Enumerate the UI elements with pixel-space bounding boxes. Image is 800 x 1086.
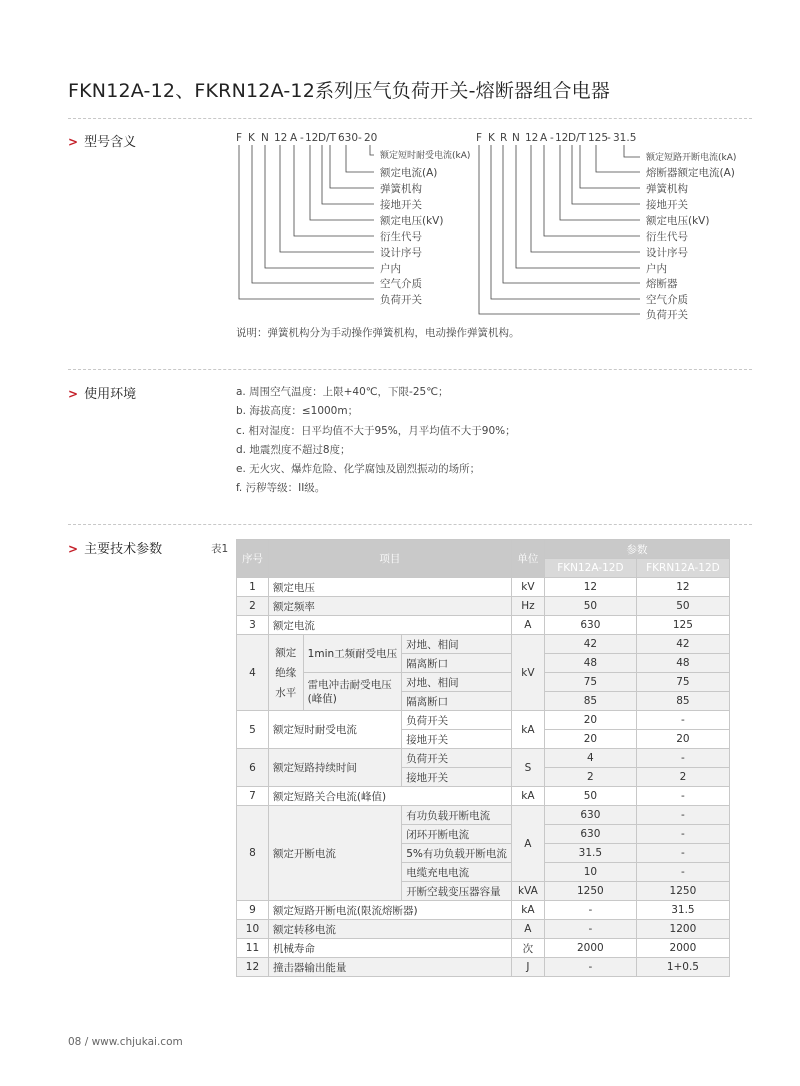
cell-value: - xyxy=(544,958,636,977)
cell-no: 8 xyxy=(237,806,269,901)
cell-value: 75 xyxy=(544,673,636,692)
cell-detail: 电缆充电电流 xyxy=(402,863,512,882)
table-row xyxy=(237,939,730,958)
model1-code-char: - xyxy=(358,132,362,144)
cell-no: 1 xyxy=(237,578,269,597)
model1-code-char: A xyxy=(290,132,298,144)
cell-detail: 负荷开关 xyxy=(402,711,512,730)
environment-item: c. 相对湿度：日平均值不大于95%，月平均值不大于90%； xyxy=(236,424,516,437)
model1-label: 额定短时耐受电流(kA) xyxy=(380,151,471,161)
model1-label: 额定电流(A) xyxy=(380,167,438,179)
cell-item-part: 绝缘 xyxy=(275,666,297,679)
model-note: 说明：弹簧机构分为手动操作弹簧机构，电动操作弹簧机构。 xyxy=(236,327,520,339)
table-row xyxy=(237,711,730,730)
cell-value: 75 xyxy=(636,673,729,692)
table-row xyxy=(237,616,730,635)
cell-value: 1250 xyxy=(544,882,636,901)
cell-value: - xyxy=(636,711,729,730)
model1-label: 弹簧机构 xyxy=(380,183,422,195)
cell-item-part: 水平 xyxy=(275,686,297,699)
model2-label: 负荷开关 xyxy=(646,309,688,321)
cell-value: 48 xyxy=(636,654,729,673)
cell-value: 12 xyxy=(636,578,729,597)
cell-value: 1+0.5 xyxy=(636,958,729,977)
cell-item: 额定开断电流 xyxy=(268,806,401,901)
cell-item: 额定短路持续时间 xyxy=(268,749,401,787)
cell-unit: A xyxy=(511,806,544,882)
section-params-heading xyxy=(68,538,162,557)
cell-value: 42 xyxy=(544,635,636,654)
cell-detail: 对地、相间 xyxy=(402,673,512,692)
environment-item: f. 污秽等级：II级。 xyxy=(236,482,326,495)
header-no: 序号 xyxy=(237,540,269,578)
model1-label: 户内 xyxy=(380,263,401,275)
cell-value: - xyxy=(636,844,729,863)
table-row xyxy=(237,749,730,768)
page-footer: 08 / www.chjukai.com xyxy=(68,1036,183,1048)
cell-item: 额定转移电流 xyxy=(268,920,511,939)
cell-item: 额定电流 xyxy=(268,616,511,635)
cell-detail: 开断空载变压器容量 xyxy=(402,882,512,901)
cell-no: 7 xyxy=(237,787,269,806)
model2-code-char: 12 xyxy=(525,132,539,144)
model1-code-char: 630 xyxy=(338,132,359,144)
cell-no: 4 xyxy=(237,635,269,711)
cell-no: 3 xyxy=(237,616,269,635)
section-divider xyxy=(68,369,752,370)
model1-label: 额定电压(kV) xyxy=(380,215,444,227)
cell-value: - xyxy=(636,749,729,768)
model1-label: 衍生代号 xyxy=(380,231,422,243)
table-label: 表1 xyxy=(211,543,229,555)
cell-value: 50 xyxy=(636,597,729,616)
cell-value: 630 xyxy=(544,825,636,844)
section-model-heading xyxy=(68,131,136,150)
cell-value: 85 xyxy=(544,692,636,711)
model2-label: 熔断器 xyxy=(646,278,678,290)
section-divider xyxy=(68,524,752,525)
model-code-diagram-2 xyxy=(474,128,744,328)
model1-code-char: 20 xyxy=(364,132,378,144)
cell-value: 125 xyxy=(636,616,729,635)
cell-unit: S xyxy=(511,749,544,787)
header-model-1: FKN12A-12D xyxy=(544,559,636,578)
cell-value: 42 xyxy=(636,635,729,654)
model2-code-char: 12 xyxy=(555,132,569,144)
environment-list xyxy=(236,383,516,499)
cell-value: 50 xyxy=(544,787,636,806)
model2-code-char: 31.5 xyxy=(613,132,637,144)
table-row xyxy=(237,806,730,825)
chevron-right-icon: > xyxy=(68,135,79,149)
cell-value: - xyxy=(636,863,729,882)
cell-value: 85 xyxy=(636,692,729,711)
header-model-2: FKRN12A-12D xyxy=(636,559,729,578)
cell-value: 2000 xyxy=(544,939,636,958)
table-row xyxy=(237,578,730,597)
model1-code-char: - xyxy=(300,132,304,144)
table-row xyxy=(237,958,730,977)
section-env-title: 使用环境 xyxy=(84,387,137,402)
cell-detail: 隔离断口 xyxy=(402,654,512,673)
model2-label: 熔断器额定电流(A) xyxy=(646,167,735,179)
model2-label: 弹簧机构 xyxy=(646,183,688,195)
model2-label: 额定短路开断电流(kA) xyxy=(646,153,737,163)
model2-code-char: D/T xyxy=(568,132,587,144)
model2-label: 额定电压(kV) xyxy=(646,215,710,227)
model2-code-char: - xyxy=(607,132,611,144)
cell-value: 31.5 xyxy=(544,844,636,863)
header-params: 参数 xyxy=(544,540,729,559)
cell-value: 1200 xyxy=(636,920,729,939)
cell-subitem xyxy=(303,673,402,711)
cell-unit: kA xyxy=(511,711,544,749)
model1-code xyxy=(236,132,377,144)
cell-value: 1250 xyxy=(636,882,729,901)
table-row xyxy=(237,635,730,654)
cell-value: 10 xyxy=(544,863,636,882)
cell-value: 2 xyxy=(544,768,636,787)
cell-value: 2 xyxy=(636,768,729,787)
cell-item: 额定频率 xyxy=(268,597,511,616)
section-params-title: 主要技术参数 xyxy=(84,542,163,557)
model-code-diagram-1 xyxy=(234,128,474,318)
cell-unit: A xyxy=(511,616,544,635)
cell-value: 4 xyxy=(544,749,636,768)
cell-unit: kA xyxy=(511,787,544,806)
cell-no: 5 xyxy=(237,711,269,749)
cell-unit: Hz xyxy=(511,597,544,616)
chevron-right-icon: > xyxy=(68,387,79,401)
cell-value: 630 xyxy=(544,806,636,825)
cell-value: 12 xyxy=(544,578,636,597)
cell-subitem-part: 雷电冲击耐受电压 xyxy=(307,678,392,691)
cell-value: - xyxy=(544,920,636,939)
table-row xyxy=(237,673,730,692)
model2-code-char: F xyxy=(476,132,483,144)
cell-item-part: 额定 xyxy=(275,646,297,659)
cell-detail: 有功负载开断电流 xyxy=(402,806,512,825)
environment-item: b. 海拔高度：≤1000m； xyxy=(236,405,359,418)
cell-subitem-part: (峰值) xyxy=(307,692,337,705)
cell-no: 12 xyxy=(237,958,269,977)
cell-unit: kA xyxy=(511,901,544,920)
spec-table xyxy=(236,539,730,977)
cell-subitem: 1min工频耐受电压 xyxy=(303,635,402,673)
model1-label: 空气介质 xyxy=(380,278,422,290)
cell-value: 630 xyxy=(544,616,636,635)
cell-value: 20 xyxy=(544,730,636,749)
model2-code-char: 125 xyxy=(588,132,609,144)
cell-value: 20 xyxy=(544,711,636,730)
model1-code-char: N xyxy=(261,132,269,144)
cell-no: 9 xyxy=(237,901,269,920)
cell-value: 20 xyxy=(636,730,729,749)
cell-detail: 5%有功负载开断电流 xyxy=(402,844,512,863)
cell-unit: kV xyxy=(511,578,544,597)
chevron-right-icon: > xyxy=(68,542,79,556)
table-row xyxy=(237,597,730,616)
cell-detail: 接地开关 xyxy=(402,730,512,749)
model1-code-char: K xyxy=(248,132,255,144)
cell-detail: 闭环开断电流 xyxy=(402,825,512,844)
cell-no: 2 xyxy=(237,597,269,616)
model2-label: 户内 xyxy=(646,263,667,275)
model2-code-char: N xyxy=(512,132,520,144)
model2-label: 接地开关 xyxy=(646,199,688,211)
cell-value: 48 xyxy=(544,654,636,673)
model1-code-char: 12 xyxy=(274,132,288,144)
cell-detail: 负荷开关 xyxy=(402,749,512,768)
model2-code-char: - xyxy=(550,132,554,144)
model2-code-char: K xyxy=(488,132,495,144)
environment-item: e. 无火灾、爆炸危险、化学腐蚀及剧烈振动的场所； xyxy=(236,463,481,476)
cell-value: - xyxy=(636,787,729,806)
cell-detail: 对地、相间 xyxy=(402,635,512,654)
cell-value: 50 xyxy=(544,597,636,616)
cell-detail: 隔离断口 xyxy=(402,692,512,711)
environment-item: a. 周围空气温度：上限+40℃，下限-25℃； xyxy=(236,386,449,398)
page-title: FKN12A-12、FKRN12A-12系列压气负荷开关-熔断器组合电器 xyxy=(68,80,611,102)
model1-label: 负荷开关 xyxy=(380,294,422,306)
model2-code xyxy=(476,132,636,144)
model2-label: 空气介质 xyxy=(646,294,688,306)
header-unit: 单位 xyxy=(511,540,544,578)
cell-item: 额定短路开断电流(限流熔断器) xyxy=(268,901,511,920)
cell-value: - xyxy=(636,806,729,825)
table-row xyxy=(237,901,730,920)
model1-code-char: F xyxy=(236,132,243,144)
cell-value: - xyxy=(544,901,636,920)
cell-item: 额定电压 xyxy=(268,578,511,597)
table-row xyxy=(237,787,730,806)
cell-detail: 接地开关 xyxy=(402,768,512,787)
cell-no: 6 xyxy=(237,749,269,787)
cell-unit: A xyxy=(511,920,544,939)
header-item: 项目 xyxy=(268,540,511,578)
cell-item: 额定短路关合电流(峰值) xyxy=(268,787,511,806)
table-row xyxy=(237,920,730,939)
section-model-title: 型号含义 xyxy=(84,135,137,150)
cell-no: 11 xyxy=(237,939,269,958)
cell-item: 撞击器输出能量 xyxy=(268,958,511,977)
model1-label: 接地开关 xyxy=(380,199,422,211)
cell-unit: kV xyxy=(511,635,544,711)
cell-item: 额定短时耐受电流 xyxy=(268,711,401,749)
model2-code-char: R xyxy=(500,132,508,144)
cell-unit: 次 xyxy=(511,939,544,958)
cell-item xyxy=(268,635,303,711)
title-divider xyxy=(68,118,752,119)
cell-item: 机械寿命 xyxy=(268,939,511,958)
cell-value: 31.5 xyxy=(636,901,729,920)
section-env-heading xyxy=(68,383,136,402)
model1-label: 设计序号 xyxy=(380,247,422,259)
cell-no: 10 xyxy=(237,920,269,939)
model2-label: 设计序号 xyxy=(646,247,688,259)
model2-label: 衍生代号 xyxy=(646,231,688,243)
cell-value: - xyxy=(636,825,729,844)
environment-item: d. 地震烈度不超过8度； xyxy=(236,443,351,456)
model2-code-char: A xyxy=(540,132,548,144)
cell-unit: kVA xyxy=(511,882,544,901)
model1-code-char: 12 xyxy=(305,132,319,144)
model1-code-char: D/T xyxy=(318,132,337,144)
cell-unit: J xyxy=(511,958,544,977)
cell-value: 2000 xyxy=(636,939,729,958)
